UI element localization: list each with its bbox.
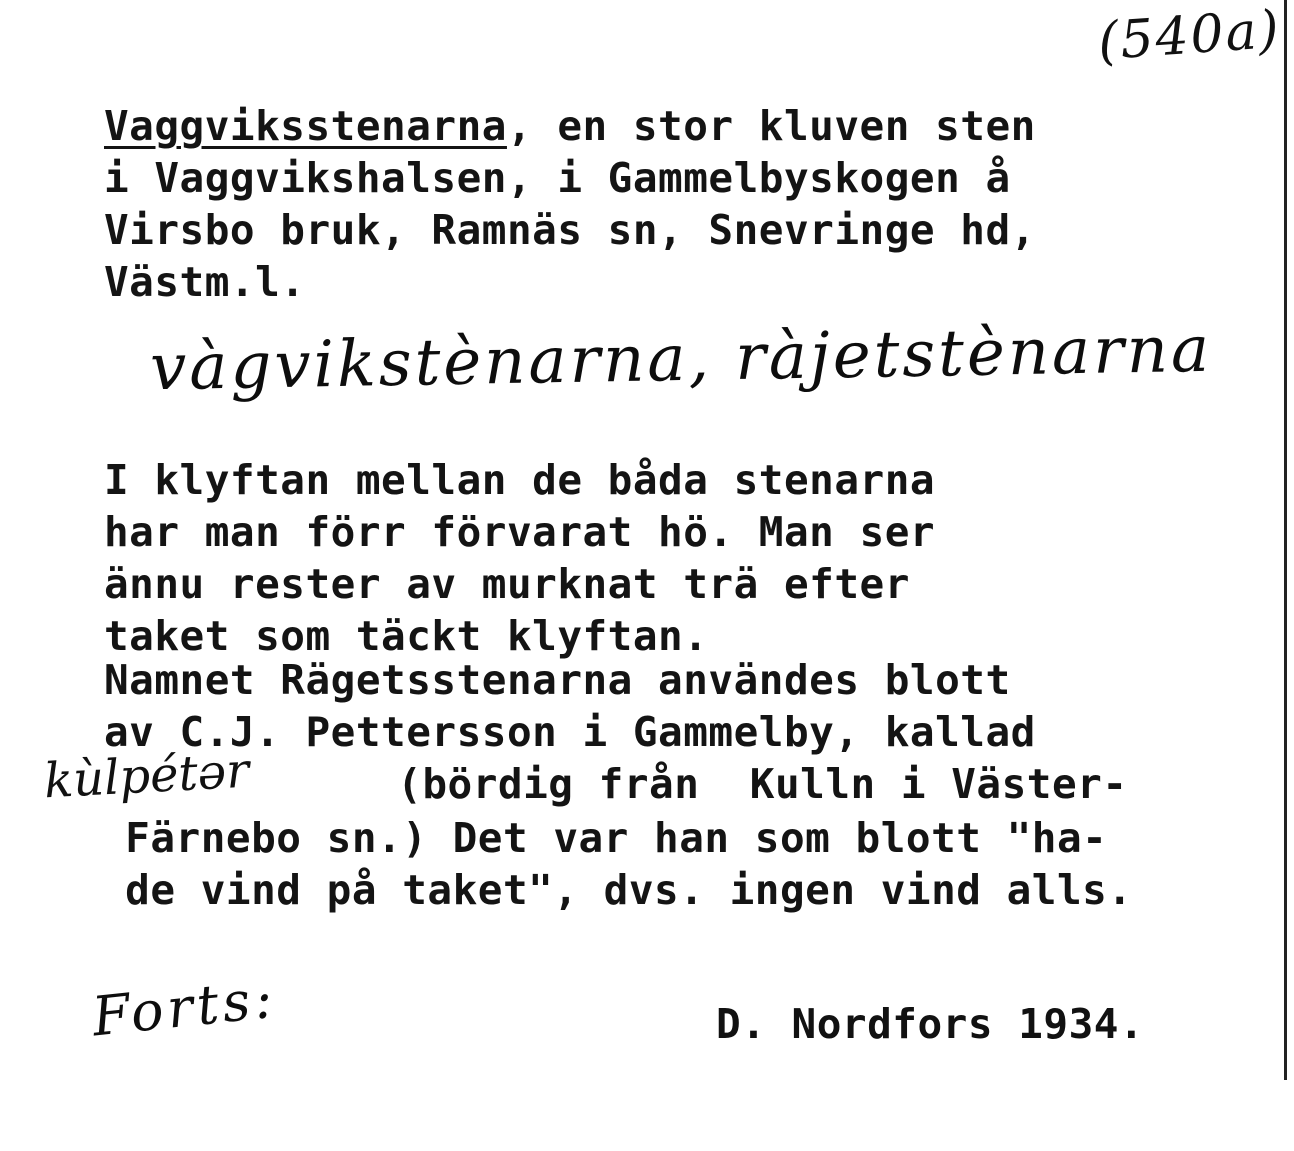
body-line-6: av C.J. Pettersson i Gammelby, kallad <box>104 708 1036 756</box>
card-edge-line <box>1284 0 1287 1080</box>
informant-note-handwritten: Forts: <box>89 966 280 1049</box>
entry-line-2: i Vaggvikshalsen, i Gammelbyskogen å <box>104 154 1011 202</box>
body-line-7: (bördig från Kulln i Väster- <box>372 760 1128 808</box>
entry-line-3: Virsbo bruk, Ramnäs sn, Snevringe hd, <box>104 206 1036 254</box>
body-line-3: ännu rester av murknat trä efter <box>104 560 910 608</box>
body-line-4: taket som täckt klyftan. <box>104 612 709 660</box>
body-line-1: I klyftan mellan de båda stenarna <box>104 456 936 504</box>
headword: Vaggviksstenarna <box>104 102 507 150</box>
nickname-handwritten: kùlpétər <box>42 742 251 810</box>
pronunciation-handwritten: vàgvikstènarna, ràjetstènarna <box>149 312 1213 406</box>
body-line-5: Namnet Rägetsstenarna användes blott <box>104 656 1011 704</box>
body-line-2: har man förr förvarat hö. Man ser <box>104 508 936 556</box>
entry-line-1-rest: , en stor kluven sten <box>506 102 1036 150</box>
entry-line-1 <box>104 100 1036 152</box>
entry-line-4: Västm.l. <box>104 258 306 306</box>
body-line-9: de vind på taket", dvs. ingen vind alls. <box>100 866 1133 914</box>
body-line-8: Färnebo sn.) Det var han som blott "ha- <box>100 814 1108 862</box>
archive-number: (540a) <box>1096 0 1283 73</box>
recorder-signature: D. Nordfors 1934. <box>716 1000 1145 1048</box>
